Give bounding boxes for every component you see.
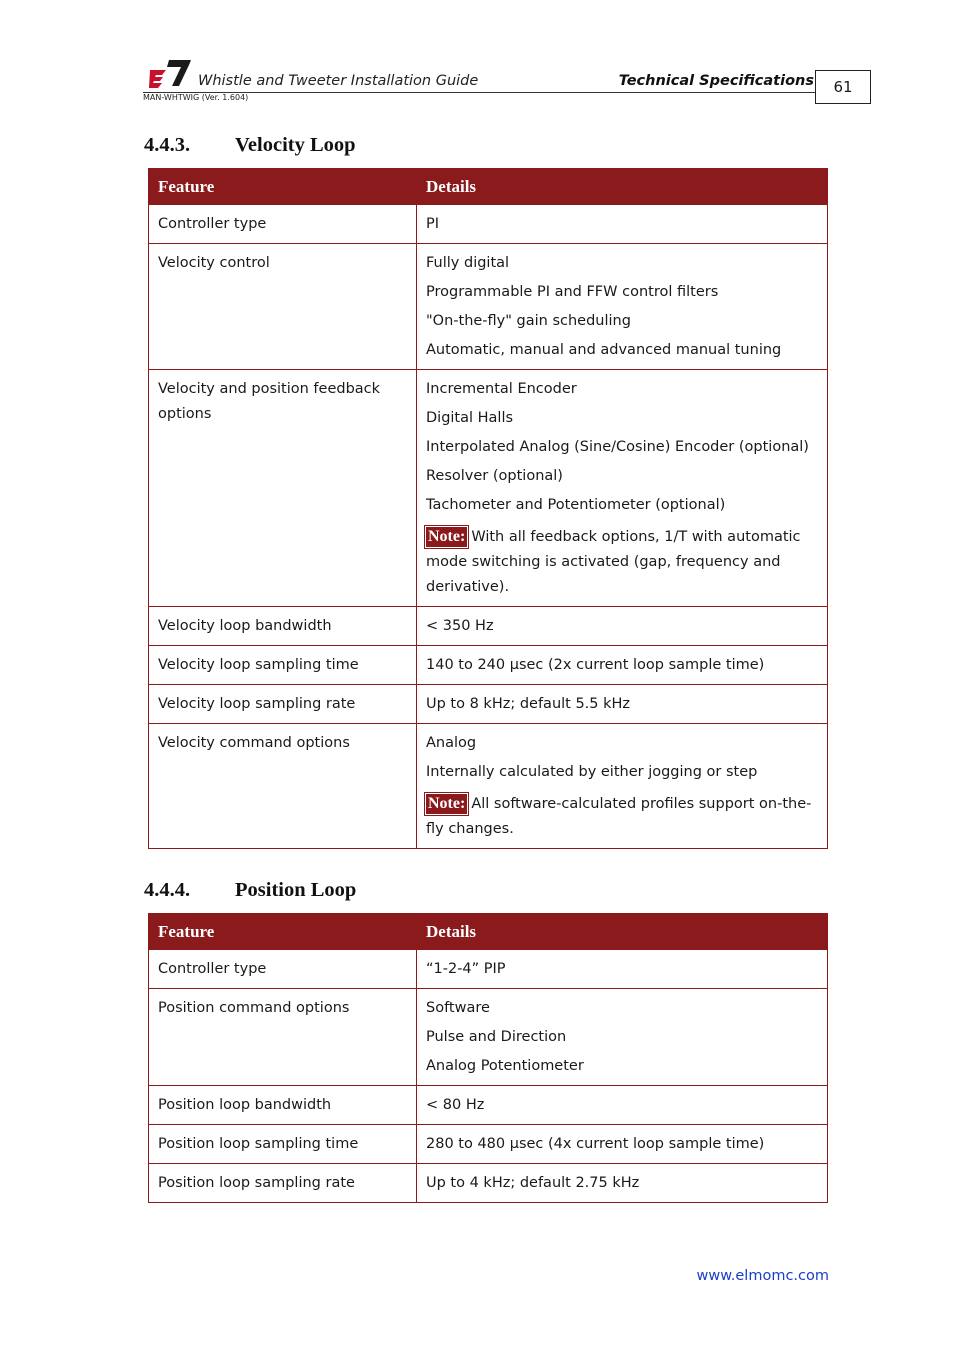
table-row [149, 607, 828, 646]
column-header: Details [417, 169, 828, 205]
details-cell [417, 646, 828, 685]
feature-cell: Velocity loop sampling time [149, 646, 417, 685]
details-cell [417, 950, 828, 989]
detail-line: Digital Halls [426, 410, 514, 426]
details-cell [417, 1125, 828, 1164]
section-number: 4.4.3. [144, 134, 191, 156]
detail-line: Analog Potentiometer [426, 1058, 584, 1074]
section-title: Position Loop [235, 879, 357, 901]
feature-cell: Velocity loop bandwidth [149, 607, 417, 646]
feature-cell: Position loop sampling rate [149, 1164, 417, 1203]
detail-line: 140 to 240 µsec (2x current loop sample time) [426, 657, 765, 673]
table-row [149, 244, 828, 370]
detail-line: Pulse and Direction [426, 1029, 567, 1045]
table-header-row [149, 914, 828, 950]
detail-line: < 80 Hz [426, 1097, 485, 1113]
details-cell [417, 607, 828, 646]
feature-cell: Controller type [149, 950, 417, 989]
column-header: Details [417, 914, 828, 950]
table-row [149, 1086, 828, 1125]
detail-line: Interpolated Analog (Sine/Cosine) Encoder (optional) [426, 439, 809, 455]
detail-line: Software [426, 1000, 490, 1016]
table-row [149, 989, 828, 1086]
table-row [149, 685, 828, 724]
detail-line: Tachometer and Potentiometer (optional) [426, 497, 726, 513]
table-header-row [149, 169, 828, 205]
details-cell [417, 1086, 828, 1125]
table-row [149, 1125, 828, 1164]
detail-line: Incremental Encoder [426, 381, 577, 397]
page-number: 61 [815, 70, 871, 104]
position-loop-table [148, 913, 828, 1203]
feature-cell: Position loop sampling time [149, 1125, 417, 1164]
detail-line: Programmable PI and FFW control filters [426, 284, 719, 300]
feature-cell: Position loop bandwidth [149, 1086, 417, 1125]
details-cell [417, 244, 828, 370]
detail-line: Fully digital [426, 255, 510, 271]
details-cell [417, 685, 828, 724]
table-row [149, 370, 828, 607]
note-text: With all feedback options, 1/T with automatic mode switching is activated (gap, frequency and derivative). [426, 529, 801, 595]
detail-line: Internally calculated by either jogging or step [426, 764, 758, 780]
section-heading-position [144, 879, 356, 902]
detail-line: Up to 8 kHz; default 5.5 kHz [426, 696, 631, 712]
document-title: Whistle and Tweeter Installation Guide [198, 73, 479, 89]
note-badge: Note: [428, 795, 466, 812]
detail-line: PI [426, 216, 440, 232]
feature-cell: Velocity and position feedback options [149, 370, 417, 607]
feature-cell: Velocity control [149, 244, 417, 370]
table-row [149, 950, 828, 989]
website-link[interactable]: www.elmomc.com [696, 1268, 829, 1284]
table-row [149, 646, 828, 685]
details-cell [417, 370, 828, 607]
feature-cell: Velocity loop sampling rate [149, 685, 417, 724]
details-cell [417, 1164, 828, 1203]
section-heading-velocity [144, 134, 356, 157]
note-paragraph [426, 792, 819, 842]
detail-line: 280 to 480 µsec (4x current loop sample time) [426, 1136, 765, 1152]
detail-line: Resolver (optional) [426, 468, 563, 484]
feature-cell: Controller type [149, 205, 417, 244]
details-cell [417, 724, 828, 849]
table-row [149, 205, 828, 244]
feature-cell: Velocity command options [149, 724, 417, 849]
column-header: Feature [149, 914, 417, 950]
note-badge: Note: [428, 528, 466, 545]
elmo-logo-icon [149, 58, 191, 88]
section-title: Velocity Loop [235, 134, 356, 156]
detail-line: < 350 Hz [426, 618, 494, 634]
table-row [149, 724, 828, 849]
column-header: Feature [149, 169, 417, 205]
detail-line: Analog [426, 735, 477, 751]
feature-cell: Position command options [149, 989, 417, 1086]
chapter-title: Technical Specifications [618, 73, 814, 89]
note-text: All software-calculated profiles support on-the-fly changes. [426, 796, 812, 837]
document-reference: MAN-WHTWIG (Ver. 1.604) [143, 93, 249, 102]
detail-line: "On-the-fly" gain scheduling [426, 313, 631, 329]
detail-line: Up to 4 kHz; default 2.75 kHz [426, 1175, 640, 1191]
detail-line: Automatic, manual and advanced manual tuning [426, 342, 782, 358]
table-row [149, 1164, 828, 1203]
detail-line: “1-2-4” PIP [426, 961, 506, 977]
section-number: 4.4.4. [144, 879, 191, 901]
note-paragraph [426, 525, 819, 600]
details-cell [417, 989, 828, 1086]
velocity-loop-table [148, 168, 828, 849]
details-cell [417, 205, 828, 244]
